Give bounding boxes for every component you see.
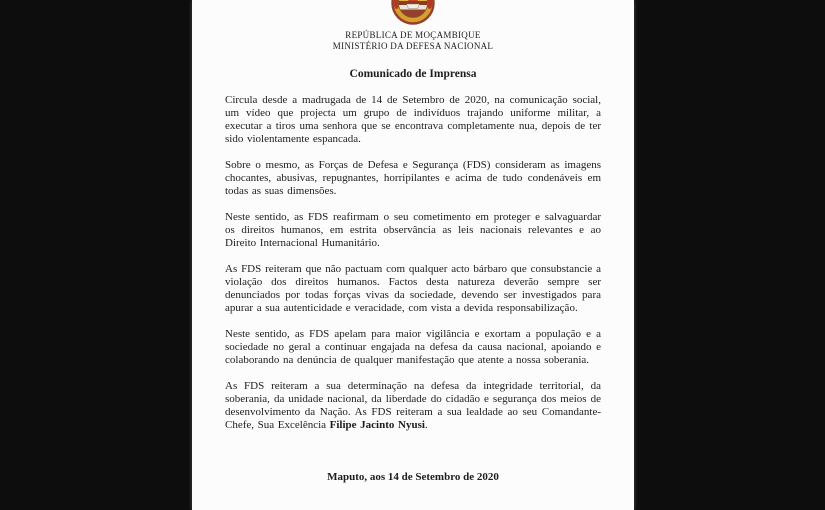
document-page (192, 0, 634, 510)
date-line: Maputo, aos 14 de Setembro de 2020 (327, 471, 499, 483)
paragraph-6 (225, 380, 601, 432)
paragraph-2: Sobre o mesmo, as Forças de Defesa e Segurança (FDS) consideram as imagens chocantes, abusivas, repugnantes, horripilantes e acima de tudo condenáveis em todas as suas dimensões. (225, 159, 601, 197)
paragraph-1: Circula desde a madrugada de 14 de Setembro de 2020, na comunicação social, um vídeo que projecta um grupo de indivíduos trajando uniforme militar, a executar a tiros uma senhora que se encontrava completamente nua, depois de ter sido violentamente espancada. (225, 94, 601, 145)
paragraph-5: Neste sentido, as FDS apelam para maior vigilância e exortam a população e a sociedade no geral a continuar engajada na defesa da causa nacional, apoiando e colaborando na denúncia de qualquer manifestação que atente a nossa soberania. (225, 328, 601, 366)
commander-in-chief-name: Filipe Jacinto Nyusi (329, 419, 425, 431)
document-title: Comunicado de Imprensa (349, 68, 477, 80)
republic-name: REPÚBLICA DE MOÇAMBIQUE (345, 30, 481, 40)
closing-text: As FDS reiteram a sua determinação na defesa da integridade territorial, da soberania, da unidade nacional, da liberdade do cidadão e segurança dos meios de desenvolvimento da Nação. As FDS reiteram a sua lealdade ao seu Comandante-Chefe, Sua Excelência (225, 380, 601, 431)
mozambique-coat-of-arms-icon (391, 0, 435, 25)
ministry-name: MINISTÉRIO DA DEFESA NACIONAL (332, 41, 494, 51)
paragraph-4: As FDS reiteram que não pactuam com qualquer acto bárbaro que consubstancie a violação dos direitos humanos. Factos desta natureza deverão sempre ser denunciados por todas forças vivas da sociedade, devendo ser investigados para apurar a sua autenticidade e veracidade, com vista a devida responsabilização. (225, 263, 601, 314)
closing-period: . (424, 419, 428, 431)
paragraph-3: Neste sentido, as FDS reafirmam o seu cometimento em proteger e salvaguardar os direitos humanos, em estrita observância as leis nacionais relevantes e ao Direito Internacional Humanitário. (225, 211, 601, 249)
